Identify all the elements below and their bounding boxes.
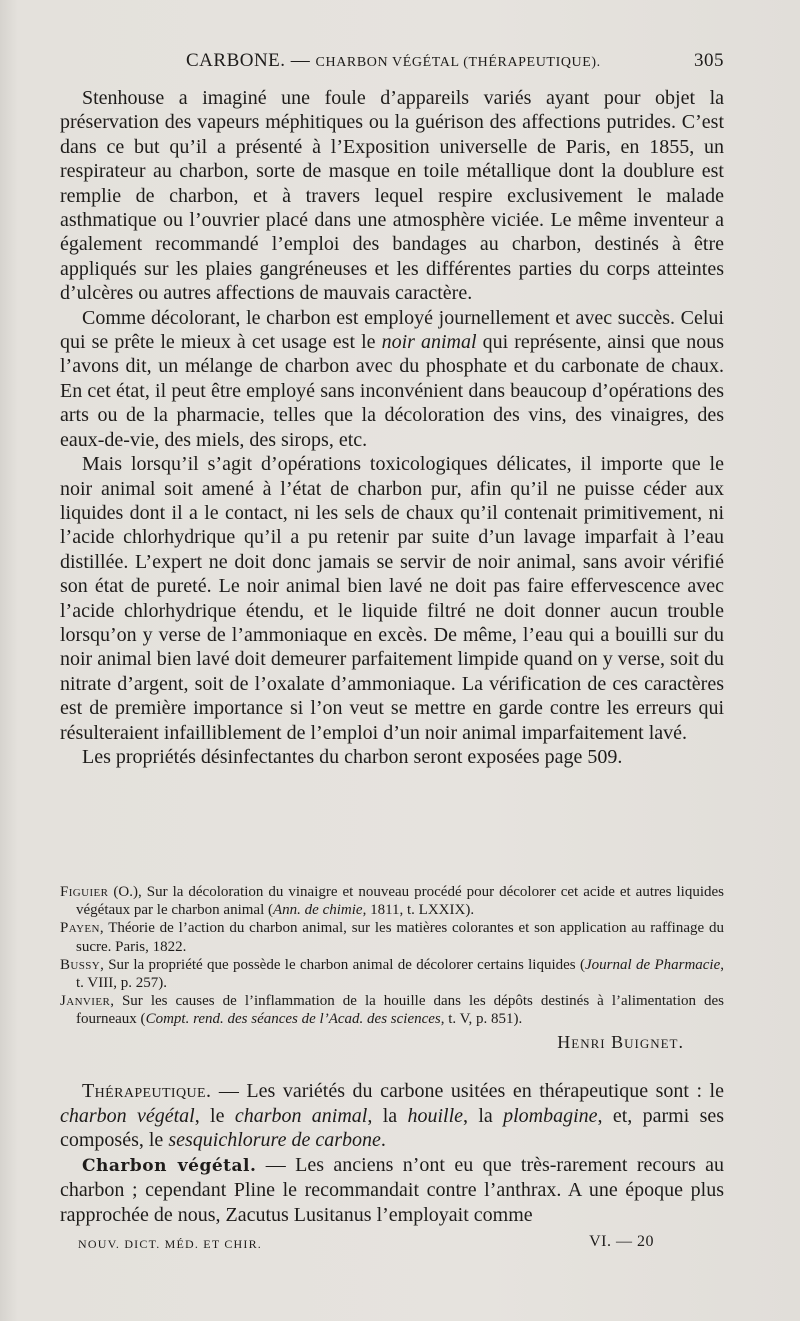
bibliography [60,883,724,1051]
author-signature: Henri Buignet. [557,1031,684,1052]
page-number: 305 [694,50,724,71]
reference-author: Payen [60,920,100,937]
paragraph: Les propriétés désinfectantes du charbon seront exposées page 509. [82,745,623,768]
paragraph: Stenhouse a imaginé une foule d’appareils variés ayant pour objet la préservation des vapeurs méphitiques ou la guérison des affections putrides. C’est dans ce but qu’il a présenté à l’Exposition universelle de Paris, en 1855, un respirateur au charbon, sorte de masque en toile métallique dont la doublure est remplie de charbon, et à travers lequel respire exclusivement le malade asthmatique ou l’ouvrier placé dans une atmosphère viciée. Le même inventeur a également recommandé l’emploi des bandages au charbon, destinés à être appliqués sur les plaies gangréneuses et les différentes parties du corps atteintes d’ulcères ou autres affections de mauvais caractère. [60,87,724,305]
reference-journal: Ann. de chimie [273,902,363,919]
reference-journal: Compt. rend. des séances de l’Acad. des sciences [145,1011,441,1028]
running-header [60,50,724,78]
reference-author: Figuier [60,884,109,900]
footer-signature-mark: VI. — 20 [589,1233,654,1250]
reference-item: Bussy, Sur la propriété que possède le charbon animal de décolorer certains liquides (Journal de Pharmacie, t. VIII, p. 257). [60,956,725,992]
reference-item: Figuier (O.), Sur la décoloration du vinaigre et nouveau procédé pour décolorer cet acide et autres liquides végétaux par le charbon animal (Ann. de chimie, 1811, t. LXXIX). [60,884,724,919]
running-title-main: CARBONE. — [186,50,316,71]
reference-author: Bussy [60,956,101,973]
paragraph: Mais lorsqu’il s’agit d’opérations toxicologiques délicates, il importe que le noir animal soit amené à l’état de charbon pur, afin qu’il ne puisse céder aux liquides dont il a le contact, ni les sels de chaux qu’il contenait primitivement, ni l’acide chlorhydrique qu’il a pu retenir par suite d’un lavage imparfait à l’eau distillée. L’expert ne doit donc jamais se servir de noir animal, sans avoir vérifié son état de pureté. Le noir animal bien lavé ne doit pas faire effervescence avec l’acide chlorhydrique étendu, et le liquide filtré ne doit donner aucun trouble lorsqu’on y verse de l’ammoniaque en excès. De même, l’eau qui a bouilli sur du noir animal bien lavé doit demeurer parfaitement limpide quand on y verse, soit du nitrate d’argent, soit de l’oxalate d’ammoniaque. La vérification de ces caractères est de première importance si l’on veut se mettre en garde contre les erreurs qui résulteraient infailliblement de l’emploi d’un noir animal imparfaitement lavé. [60,453,724,744]
section-heading: Thérapeutique. [82,1080,212,1102]
reference-journal: Journal de Pharmacie [584,956,721,973]
running-title [186,50,601,72]
main-text [60,86,724,769]
reference-item: Janvier, Sur les causes de l’inflammation de la houille dans les dépôts destinés à l’alimentation des fourneaux (Compt. rend. des séances de l’Acad. des sciences, t. V, p. 851). [60,993,724,1028]
reference-item: Payen, Théorie de l’action du charbon animal, sur les matières colorantes et son application au raffinage du sucre. Paris, 1822. [60,920,724,955]
footer-publication: NOUV. DICT. MÉD. ET CHIR. [78,1237,263,1251]
paragraph: Comme décolorant, le charbon est employé journellement et avec succès. Celui qui se prête le mieux à cet usage est le noir animal qui représente, ainsi que nous l’avons dit, un mélange de charbon avec du phosphate et du carbonate de chaux. En cet état, il peut être employé sans inconvénient dans beaucoup d’opérations des arts ou de la pharmacie, telles que la décoloration des vins, des vinaigres, des eaux-de-vie, des miels, des sirops, etc. [60,306,724,451]
paragraph: Charbon végétal. — Les anciens n’ont eu que très-rarement recours au charbon ; cependant Pline le recommandait contre l’anthrax. A une époque plus rapprochée de nous, Zacutus Lusitanus l’employait comme [60,1153,724,1226]
running-title-sub: CHARBON VÉGÉTAL (THÉRAPEUTIQUE). [315,55,601,70]
subsection-heading: Charbon végétal. [82,1155,257,1176]
reference-author: Janvier [60,993,111,1010]
paragraph: Thérapeutique. — Les variétés du carbone usitées en thérapeutique sont : le charbon végétal, le charbon animal, la houille, la plombagine, et, parmi ses composés, le sesquichlorure de carbone. [60,1080,725,1152]
therapeutic-section [60,1079,724,1228]
page-footer [60,1233,724,1253]
emphasis: noir animal [381,331,477,354]
